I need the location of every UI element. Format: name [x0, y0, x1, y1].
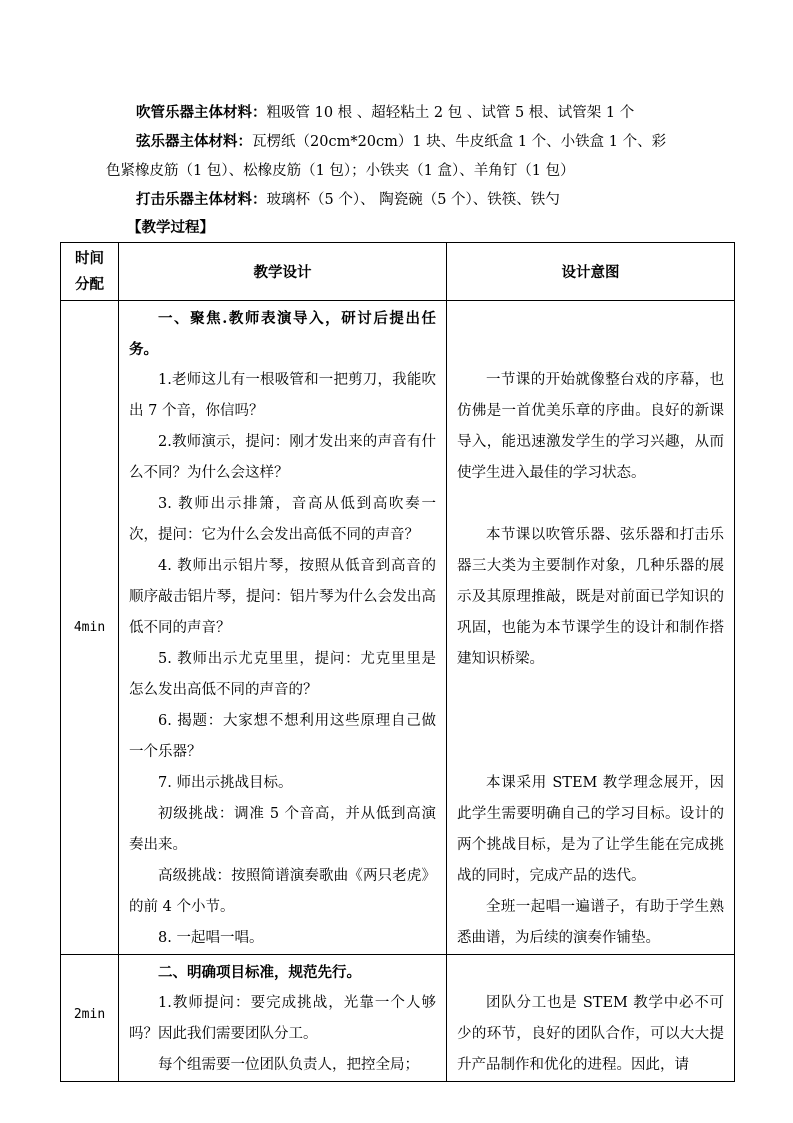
table-row: [61, 955, 735, 1082]
header-design: 教学设计: [119, 243, 447, 301]
material-text: 色紧橡皮筋（1 包）、松橡皮筋（1 包）；小铁夹（1 盒）、羊角钉（1 包）: [106, 163, 575, 179]
material-line-percussion: [136, 190, 560, 210]
material-label: 吹管乐器主体材料：: [136, 104, 267, 121]
material-line-string: [136, 132, 666, 152]
table-header-row: [61, 243, 735, 301]
design-paragraph: 4. 教师出示铝片琴，按照从低音到高音的顺序敲击铝片琴，提问：铝片琴为什么会发出高低不同的声音？: [129, 558, 436, 636]
material-text: 粗吸管 10 根 、超轻粘土 2 包 、试管 5 根、试管架 1 个: [266, 105, 635, 121]
material-text: 玻璃杯（5 个）、 陶瓷碗（5 个）、铁筷、铁勺: [266, 192, 560, 208]
material-line-string-cont: [106, 161, 575, 181]
table-row: [61, 301, 735, 955]
design-paragraph: 6. 揭题：大家想不想利用这些原理自己做一个乐器？: [129, 713, 436, 760]
intent-paragraph: 本节课以吹管乐器、弦乐器和打击乐器三大类为主要制作对象，几种乐器的展示及其原理推敲，既是对前面已学知识的巩固，也能为本节课学生的设计和制作搭建知识桥梁。: [457, 527, 724, 667]
header-time-line1: 时间: [75, 249, 104, 267]
design-paragraph: 1.老师这儿有一根吸管和一把剪刀，我能吹出 7 个音，你信吗？: [129, 372, 436, 419]
material-label: 打击乐器主体材料：: [136, 191, 267, 208]
intent-cell: [447, 301, 735, 955]
design-paragraph: 2.教师演示，提问：刚才发出来的声音有什么不同？为什么会这样？: [129, 434, 436, 481]
design-cell: [119, 301, 447, 955]
header-time: [61, 243, 119, 301]
design-paragraph: 初级挑战：调准 5 个音高，并从低到高演奏出来。: [129, 806, 436, 853]
material-line-wind: [136, 103, 634, 123]
design-paragraph: 7. 师出示挑战目标。: [158, 775, 293, 791]
intent-cell: [447, 955, 735, 1082]
design-heading: 一、聚焦.教师表演导入，研讨后提出任务。: [129, 310, 436, 358]
header-intent: 设计意图: [447, 243, 735, 301]
design-paragraph: 5. 教师出示尤克里里，提问：尤克里里是怎么发出高低不同的声音的？: [129, 651, 436, 698]
intent-paragraph: 本课采用 STEM 教学理念展开，因此学生需要明确自己的学习目标。设计的两个挑战目标，是为了让学生能在完成挑战的同时，完成产品的迭代。: [457, 775, 724, 884]
intent-paragraph: 团队分工也是 STEM 教学中必不可少的环节，良好的团队合作，可以大大提升产品制作和优化的进程。因此，请: [457, 995, 724, 1073]
design-cell: [119, 955, 447, 1082]
design-paragraph: 3. 教师出示排箫，音高从低到高吹奏一次，提问：它为什么会发出高低不同的声音？: [129, 496, 436, 543]
intent-paragraph: 一节课的开始就像整台戏的序幕，也仿佛是一首优美乐章的序曲。良好的新课导入，能迅速激发学生的学习兴趣，从而使学生进入最佳的学习状态。: [457, 372, 724, 481]
time-cell: 4min: [61, 301, 119, 955]
design-paragraph: 每个组需要一位团队负责人，把控全局；: [158, 1057, 419, 1073]
teaching-process-table: [60, 242, 735, 1082]
design-heading: 二、明确项目标准，规范先行。: [158, 964, 361, 981]
design-paragraph: 高级挑战：按照简谱演奏歌曲《两只老虎》的前 4 个小节。: [129, 868, 436, 915]
material-text: 瓦楞纸（20cm*20cm）1 块、牛皮纸盒 1 个、小铁盒 1 个、彩: [252, 134, 667, 150]
design-paragraph: 1.教师提问：要完成挑战，光靠一个人够吗？因此我们需要团队分工。: [129, 995, 436, 1042]
intent-paragraph: 全班一起唱一遍谱子，有助于学生熟悉曲谱，为后续的演奏作铺垫。: [457, 899, 724, 946]
header-time-line2: 分配: [75, 275, 104, 293]
section-title: 【教学过程】: [127, 219, 214, 236]
material-label: 弦乐器主体材料：: [136, 133, 252, 150]
time-cell: 2min: [61, 955, 119, 1082]
design-paragraph: 8. 一起唱一唱。: [158, 930, 264, 946]
